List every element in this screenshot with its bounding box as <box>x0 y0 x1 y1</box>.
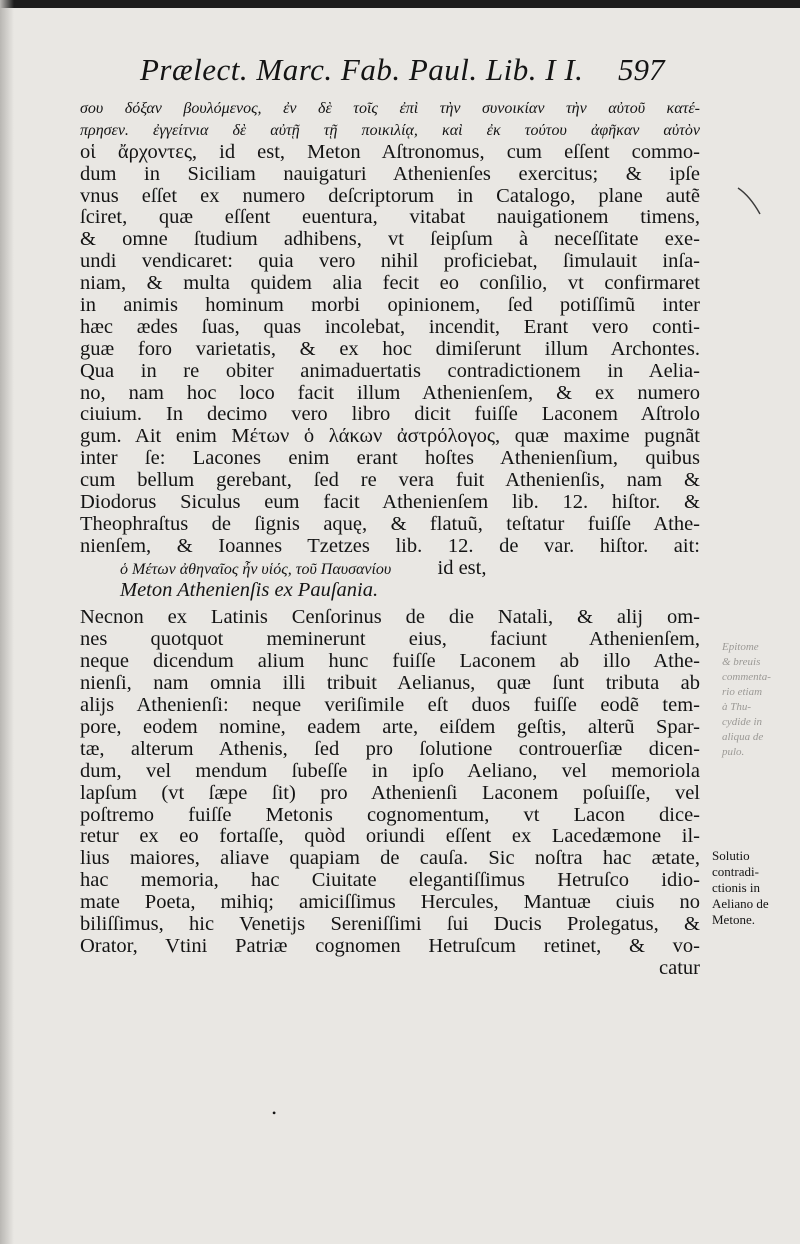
text-line: Theophraſtus de ſignis aquę, & flatuũ, teſtatur fuiſſe Athe- <box>80 512 700 535</box>
ink-speck: • <box>272 1106 277 1120</box>
text-line: retur ex eo fortaſſe, quòd oriundi eſſent ex Lacedæmone il- <box>80 825 700 848</box>
greek-quote-line <box>80 558 700 580</box>
margin-note-line: Aeliano de <box>712 896 769 911</box>
margin-pen-stroke <box>736 186 762 216</box>
text-line: ciuium. In decimo vero libro dicit fuiſſe Laconem Aſtrolo <box>80 403 700 426</box>
text-line: in animis hominum morbi opinionem, ſed potiſſimũ inter <box>80 294 700 317</box>
text-line: dum in Siciliam nauigaturi Athenienſes exercitus; & ipſe <box>80 162 700 185</box>
text-line: Orator, Vtini Patriæ cognomen Hetruſcum retinet, & vo- <box>80 934 700 957</box>
gutter-shadow <box>0 0 14 1244</box>
text-line: Diodorus Siculus eum facit Athenienſem lib. 12. hiſtor. & <box>80 491 700 514</box>
text-line: hac memoria, hac Ciuitate elegantiſſimus Hetruſco idio- <box>80 869 700 892</box>
greek-quote: ὁ Μέτων ἀθηναῖος ἦν υἱός, τοῦ Παυσανίου <box>120 560 392 578</box>
text-line: undi vendicaret: quia vero nihil proficiebat, ſimulauit inſa- <box>80 250 700 273</box>
text-line: pore, eodem nomine, eadem arte, eiſdem geſtis, alterũ Spar- <box>80 715 700 738</box>
catchword: catur <box>659 956 700 979</box>
text-line: πρησεν. ἐγγείτνια δὲ αὐτῇ τῇ ποικιλίᾳ, καὶ ἐκ τούτου ἀφῆκαν αὐτὸν <box>80 121 700 139</box>
text-line: gum. Ait enim Μέτων ὁ λάκων ἀστρόλογος, quæ maxime pugnãt <box>80 425 700 448</box>
text-line: mate Poeta, mihiq; amiciſſimus Hercules, Mantuæ ciuis no <box>80 891 700 914</box>
text-line: nienſi, nam omnia illi tribuit Aelianus, quæ ſunt tributa ab <box>80 672 700 695</box>
text-line: hæc ædes ſuas, quas incolebat, incendit, Erant vero conti- <box>80 315 700 338</box>
margin-note-line: ctionis in <box>712 880 761 895</box>
text-line: οἱ ἄρχοντες, id est, Meton Aſtronomus, cum eſſent commo- <box>80 140 700 163</box>
text-line: ſciret, quæ eſſent euentura, vitabat nauigationem timens, <box>80 206 700 229</box>
text-line: niam, & multa quidem alia fecit eo conſilio, vt confirmaret <box>80 272 700 295</box>
page-top-edge <box>0 0 800 8</box>
bleed-through-margin-note: Epitome & breuis commenta- rio etiam à Thu- cydide in aliqua de pulo. <box>722 641 771 758</box>
margin-note-line: Metone. <box>712 912 755 927</box>
text-line: vnus eſſet ex numero deſcriptorum in Catalogo, plane autẽ <box>80 184 700 207</box>
text-line: poſtremo fuiſſe Metonis cognomentum, vt Lacon dice- <box>80 803 700 826</box>
text-line: nes quotquot meminerunt eius, faciunt Athenienſem, <box>80 628 700 651</box>
text-line: dum, vel mendum ſubeſſe in ipſo Aeliano, vel memoriola <box>80 759 700 782</box>
greek-quote-tail: id est, <box>437 556 487 579</box>
text-line: no, nam hoc loco facit illum Athenienſem, & ex numero <box>80 381 700 404</box>
page-number: 597 <box>618 52 665 87</box>
text-line: lapſum (vt ſæpe ſit) pro Athenienſi Laconem poſuiſſe, vel <box>80 781 700 804</box>
text-line: alijs Athenienſi: neque veriſimile eſt duos fuiſſe eodẽ tem- <box>80 694 700 717</box>
text-line: & omne ſtudium adhibens, vt ſeipſum à neceſſitate exe- <box>80 228 700 251</box>
text-line: tæ, alterum Athenis, ſed pro ſolutione controuerſiæ dicen- <box>80 737 700 760</box>
body-text <box>80 98 700 980</box>
text-line: guæ foro varietatis, & ex hoc dimiſerunt illum Archontes. <box>80 337 700 360</box>
text-line: biliſſimus, hic Venetijs Sereniſſimi ſui Ducis Prolegatus, & <box>80 912 700 935</box>
text-line: neque dicendum alium hunc fuiſſe Laconem ab illo Athe- <box>80 650 700 673</box>
text-line: Qua in re obiter animaduertatis contradictionem in Aelia- <box>80 359 700 382</box>
latin-quote: Meton Athenienſis ex Pauſania. <box>120 578 379 601</box>
running-head: Prælect. Marc. Fab. Paul. Lib. I I. <box>140 52 584 87</box>
margin-note-line: Solutio <box>712 848 750 863</box>
text-line: Necnon ex Latinis Cenſorinus de die Natali, & alij om- <box>80 606 700 629</box>
text-line: cum bellum gerebant, ſed re vera fuit Athenienſis, nam & <box>80 469 700 492</box>
text-line: σου δόξαν βουλόμενος, ἐν δὲ τοῖς ἐπὶ τὴν συνοικίαν τὴν αὐτοῦ κατέ- <box>80 100 700 117</box>
text-line: nienſem, & Ioannes Tzetzes lib. 12. de var. hiſtor. ait: <box>80 534 700 557</box>
margin-note-line: contradi- <box>712 864 759 879</box>
text-line: lius maiores, aliave quapiam de cauſa. Sic noſtra hac ætate, <box>80 847 700 870</box>
margin-note <box>712 848 800 928</box>
text-line: inter ſe: Lacones enim erant hoſtes Athenienſium, quibus <box>80 447 700 470</box>
